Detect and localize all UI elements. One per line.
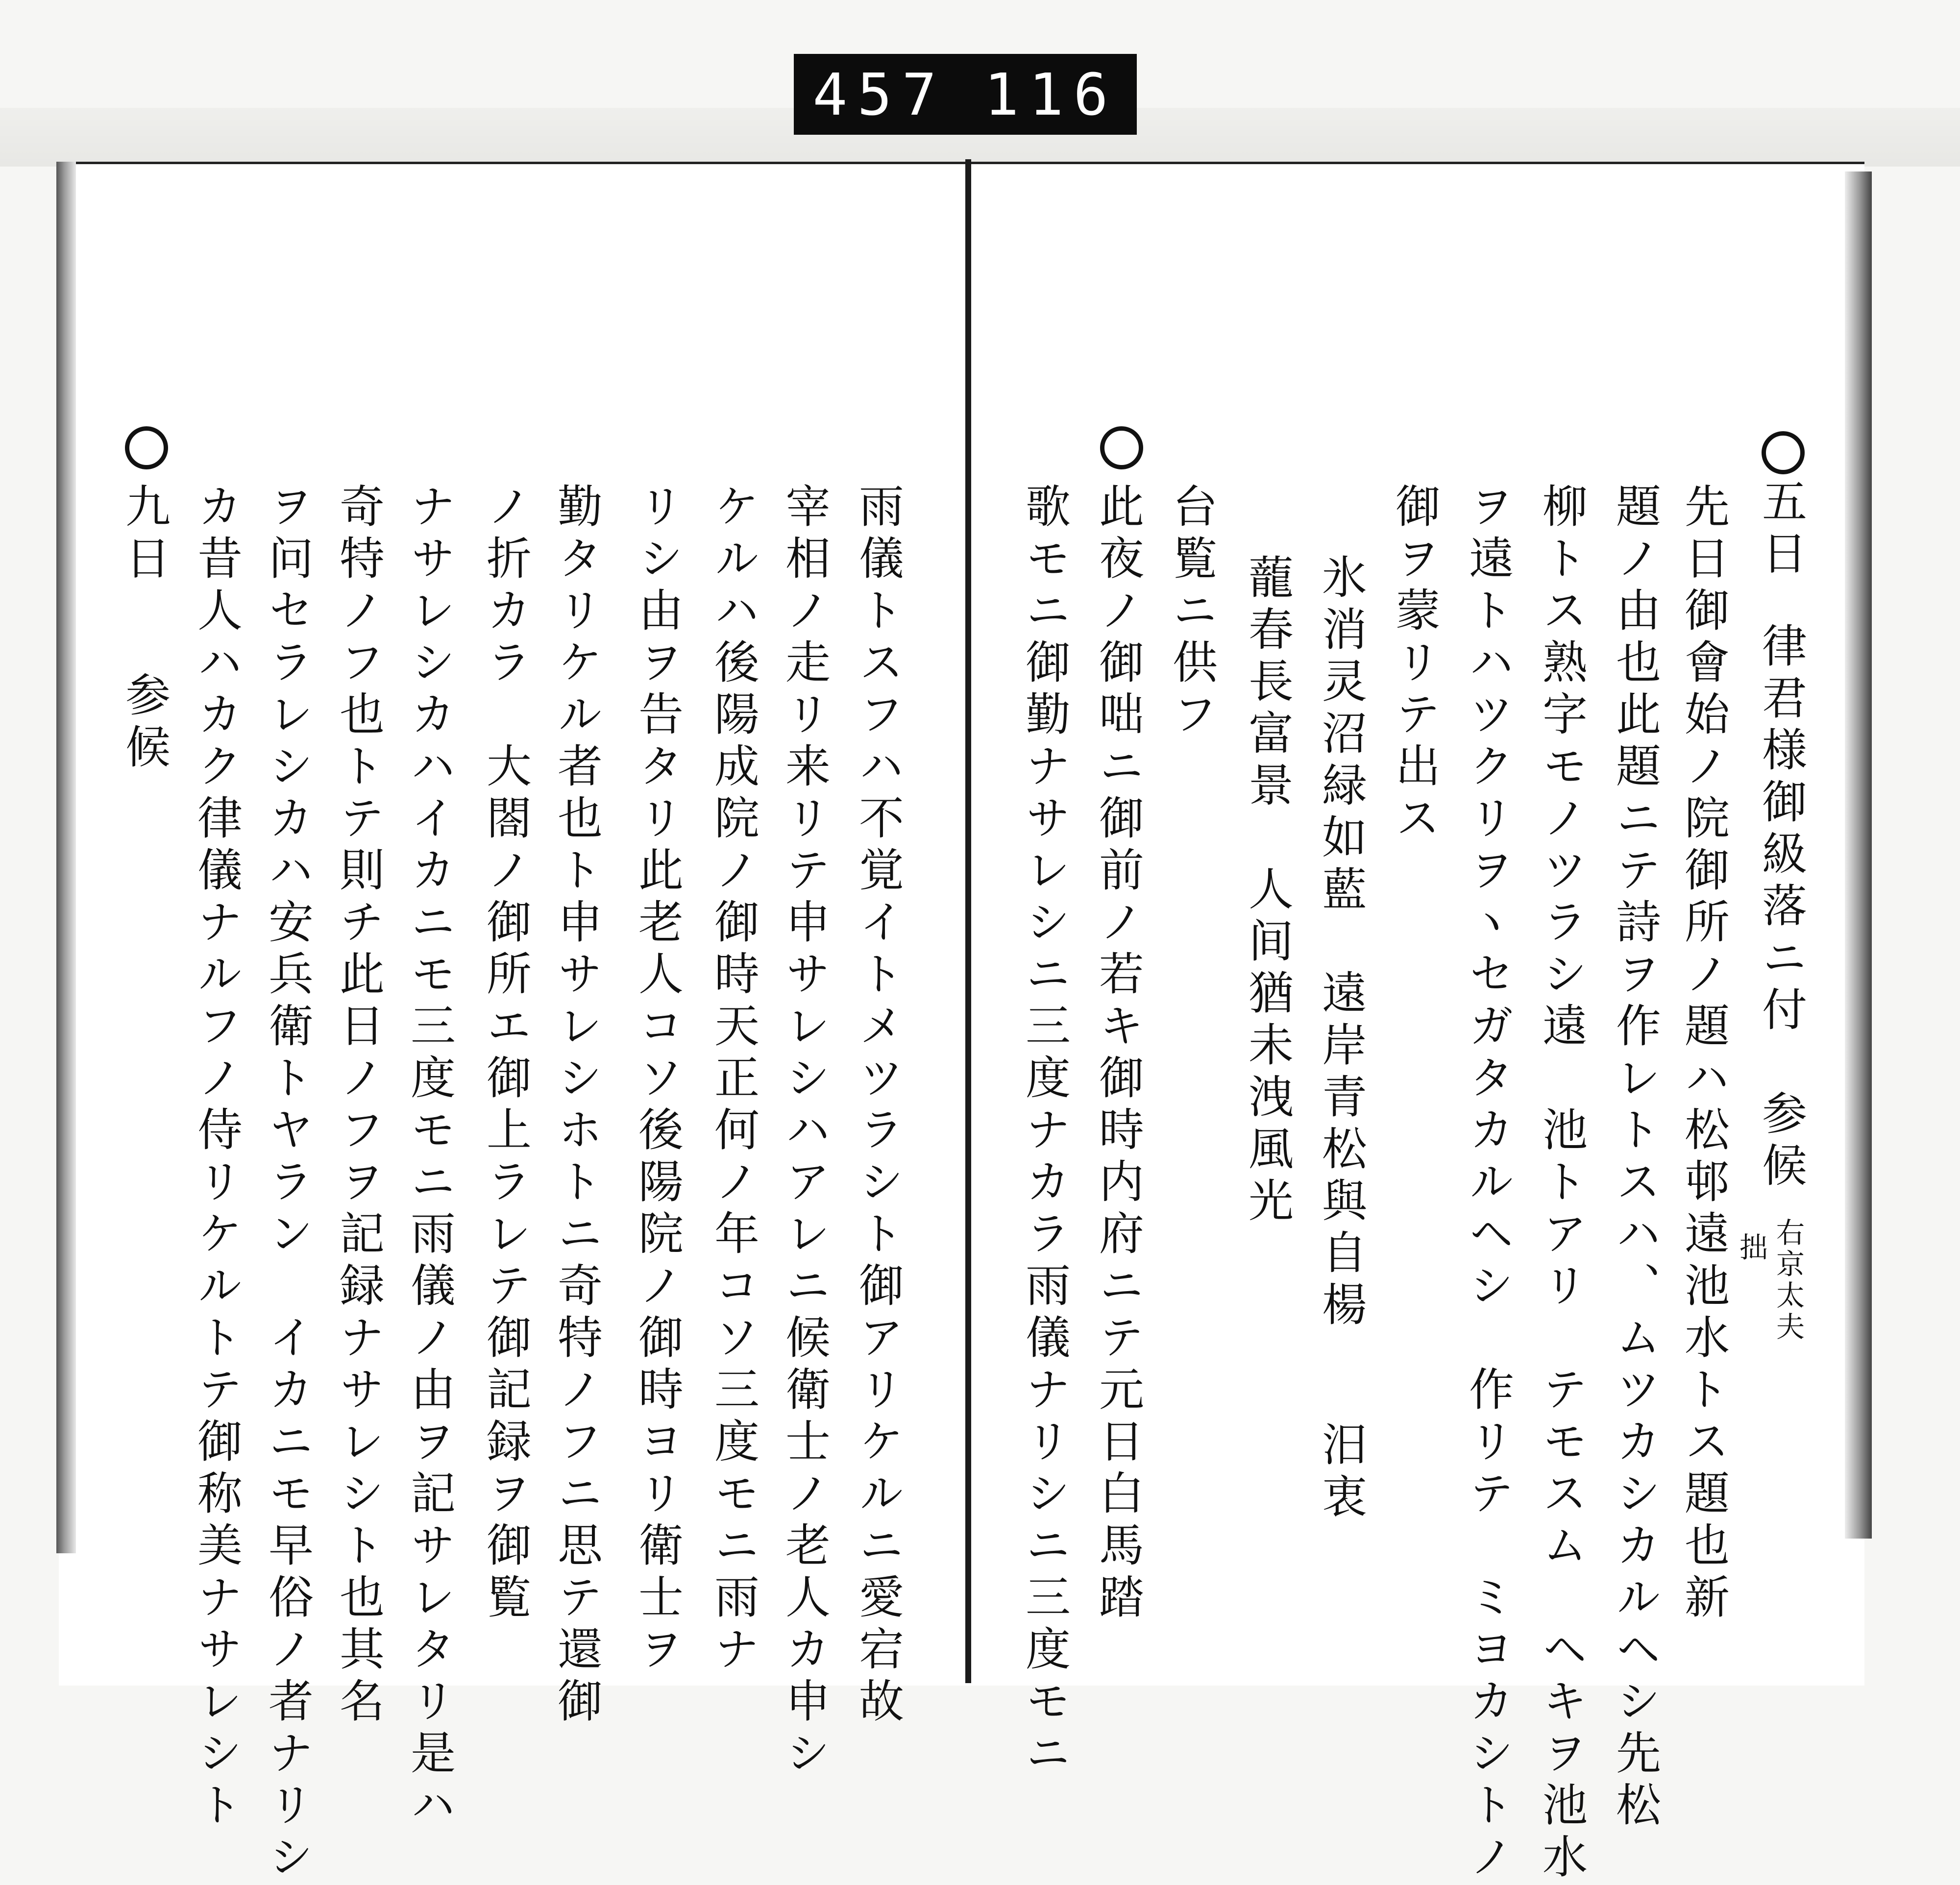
- poem-suffix: 汨衷: [1315, 1421, 1367, 1525]
- entry-5-line-2: 題ノ由也此題ニテ詩ヲ作レトスハ、ムツカシカルヘシ先松: [1609, 483, 1661, 1833]
- left-line-8: 奇特ノフ也トテ則チ此日ノフヲ記録ナサレシト也其名: [332, 483, 385, 1729]
- entry-circle-mark-night: [1100, 426, 1143, 469]
- left-line-4: リシ由ヲ告タリ此老人コソ後陽院ノ御時ヨリ衛士ヲ: [631, 483, 684, 1677]
- right-page-edge: [1845, 171, 1872, 1539]
- entry-5-line-4: ヲ遠トハツクリヲヽセガタカルヘシ 作リテ ミヨカシトノ: [1462, 483, 1514, 1885]
- entry-circle-mark-9: [125, 426, 168, 469]
- night-line-1: 此夜ノ御咄ニ御前ノ若キ御時内府ニテ元日白馬踏: [1092, 483, 1144, 1625]
- entry-5-line-3: 柳トス熟字モノツラシ遠 池トアリ テモスム ヘキヲ池水: [1535, 483, 1588, 1885]
- left-line-1: 雨儀トスフハ不覚イトメツラシト御アリケルニ愛宕故: [852, 483, 904, 1729]
- left-line-2: 宰相ノ走リ来リテ申サレシハアレニ候衛士ノ老人カ申シ: [778, 483, 831, 1781]
- entry-5-signature: 右京太夫: [1771, 1218, 1805, 1343]
- poem-line-2: 蘢春長富景 人间猶未洩風光: [1241, 554, 1294, 1229]
- left-line-10: カ昔人ハカク律儀ナルフノ侍リケルトテ御称美ナサレシト: [190, 483, 243, 1833]
- left-line-5: 勤タリケル者也ト申サレシホトニ奇特ノフニ思テ還御: [550, 483, 603, 1729]
- left-line-3: ケルハ後陽成院ノ御時天正何ノ年コソ三度モニ雨ナ: [707, 483, 760, 1677]
- left-line-9: ヲ问セラレシカハ安兵衛トヤラン イカニモ早俗ノ者ナリシ: [261, 483, 314, 1885]
- left-page-edge: [56, 162, 76, 1553]
- entry-circle-mark-5: [1762, 431, 1805, 474]
- archive-number-label: [794, 54, 1137, 135]
- poem-line-1: 氷消灵沼緑如藍 遠岸青松與自楊: [1315, 554, 1367, 1333]
- entry-5-heading: 律君様御級落ニ付 参候: [1755, 622, 1807, 1194]
- entry-9-text: 参候: [118, 671, 171, 775]
- entry-9-date: 九日: [118, 483, 171, 587]
- entry-5-date: 五日: [1755, 478, 1807, 582]
- entry-5-line-1: 先日御會始ノ院御所ノ題ハ松邨遠池水トス題也新: [1677, 483, 1730, 1625]
- archive-number-left: 457: [812, 60, 947, 128]
- entry-5-closing: 台覧ニ供フ: [1165, 483, 1218, 742]
- archive-number-right: 116: [984, 60, 1118, 128]
- book-spine: [965, 159, 971, 1683]
- left-line-6: ノ折カラ 大閤ノ御所エ御上ラレテ御記録ヲ御覧: [479, 483, 532, 1625]
- left-line-7: ナサレシカハイカニモ三度モニ雨儀ノ由ヲ記サレタリ是ハ: [403, 483, 456, 1833]
- entry-5-signature-sub: 拙: [1735, 1232, 1768, 1264]
- entry-5-line-5: 御ヲ蒙リテ出ス: [1388, 483, 1441, 846]
- night-line-2: 歌モニ御勤ナサレシニ三度ナカラ雨儀ナリシニ三度モニ: [1018, 483, 1071, 1781]
